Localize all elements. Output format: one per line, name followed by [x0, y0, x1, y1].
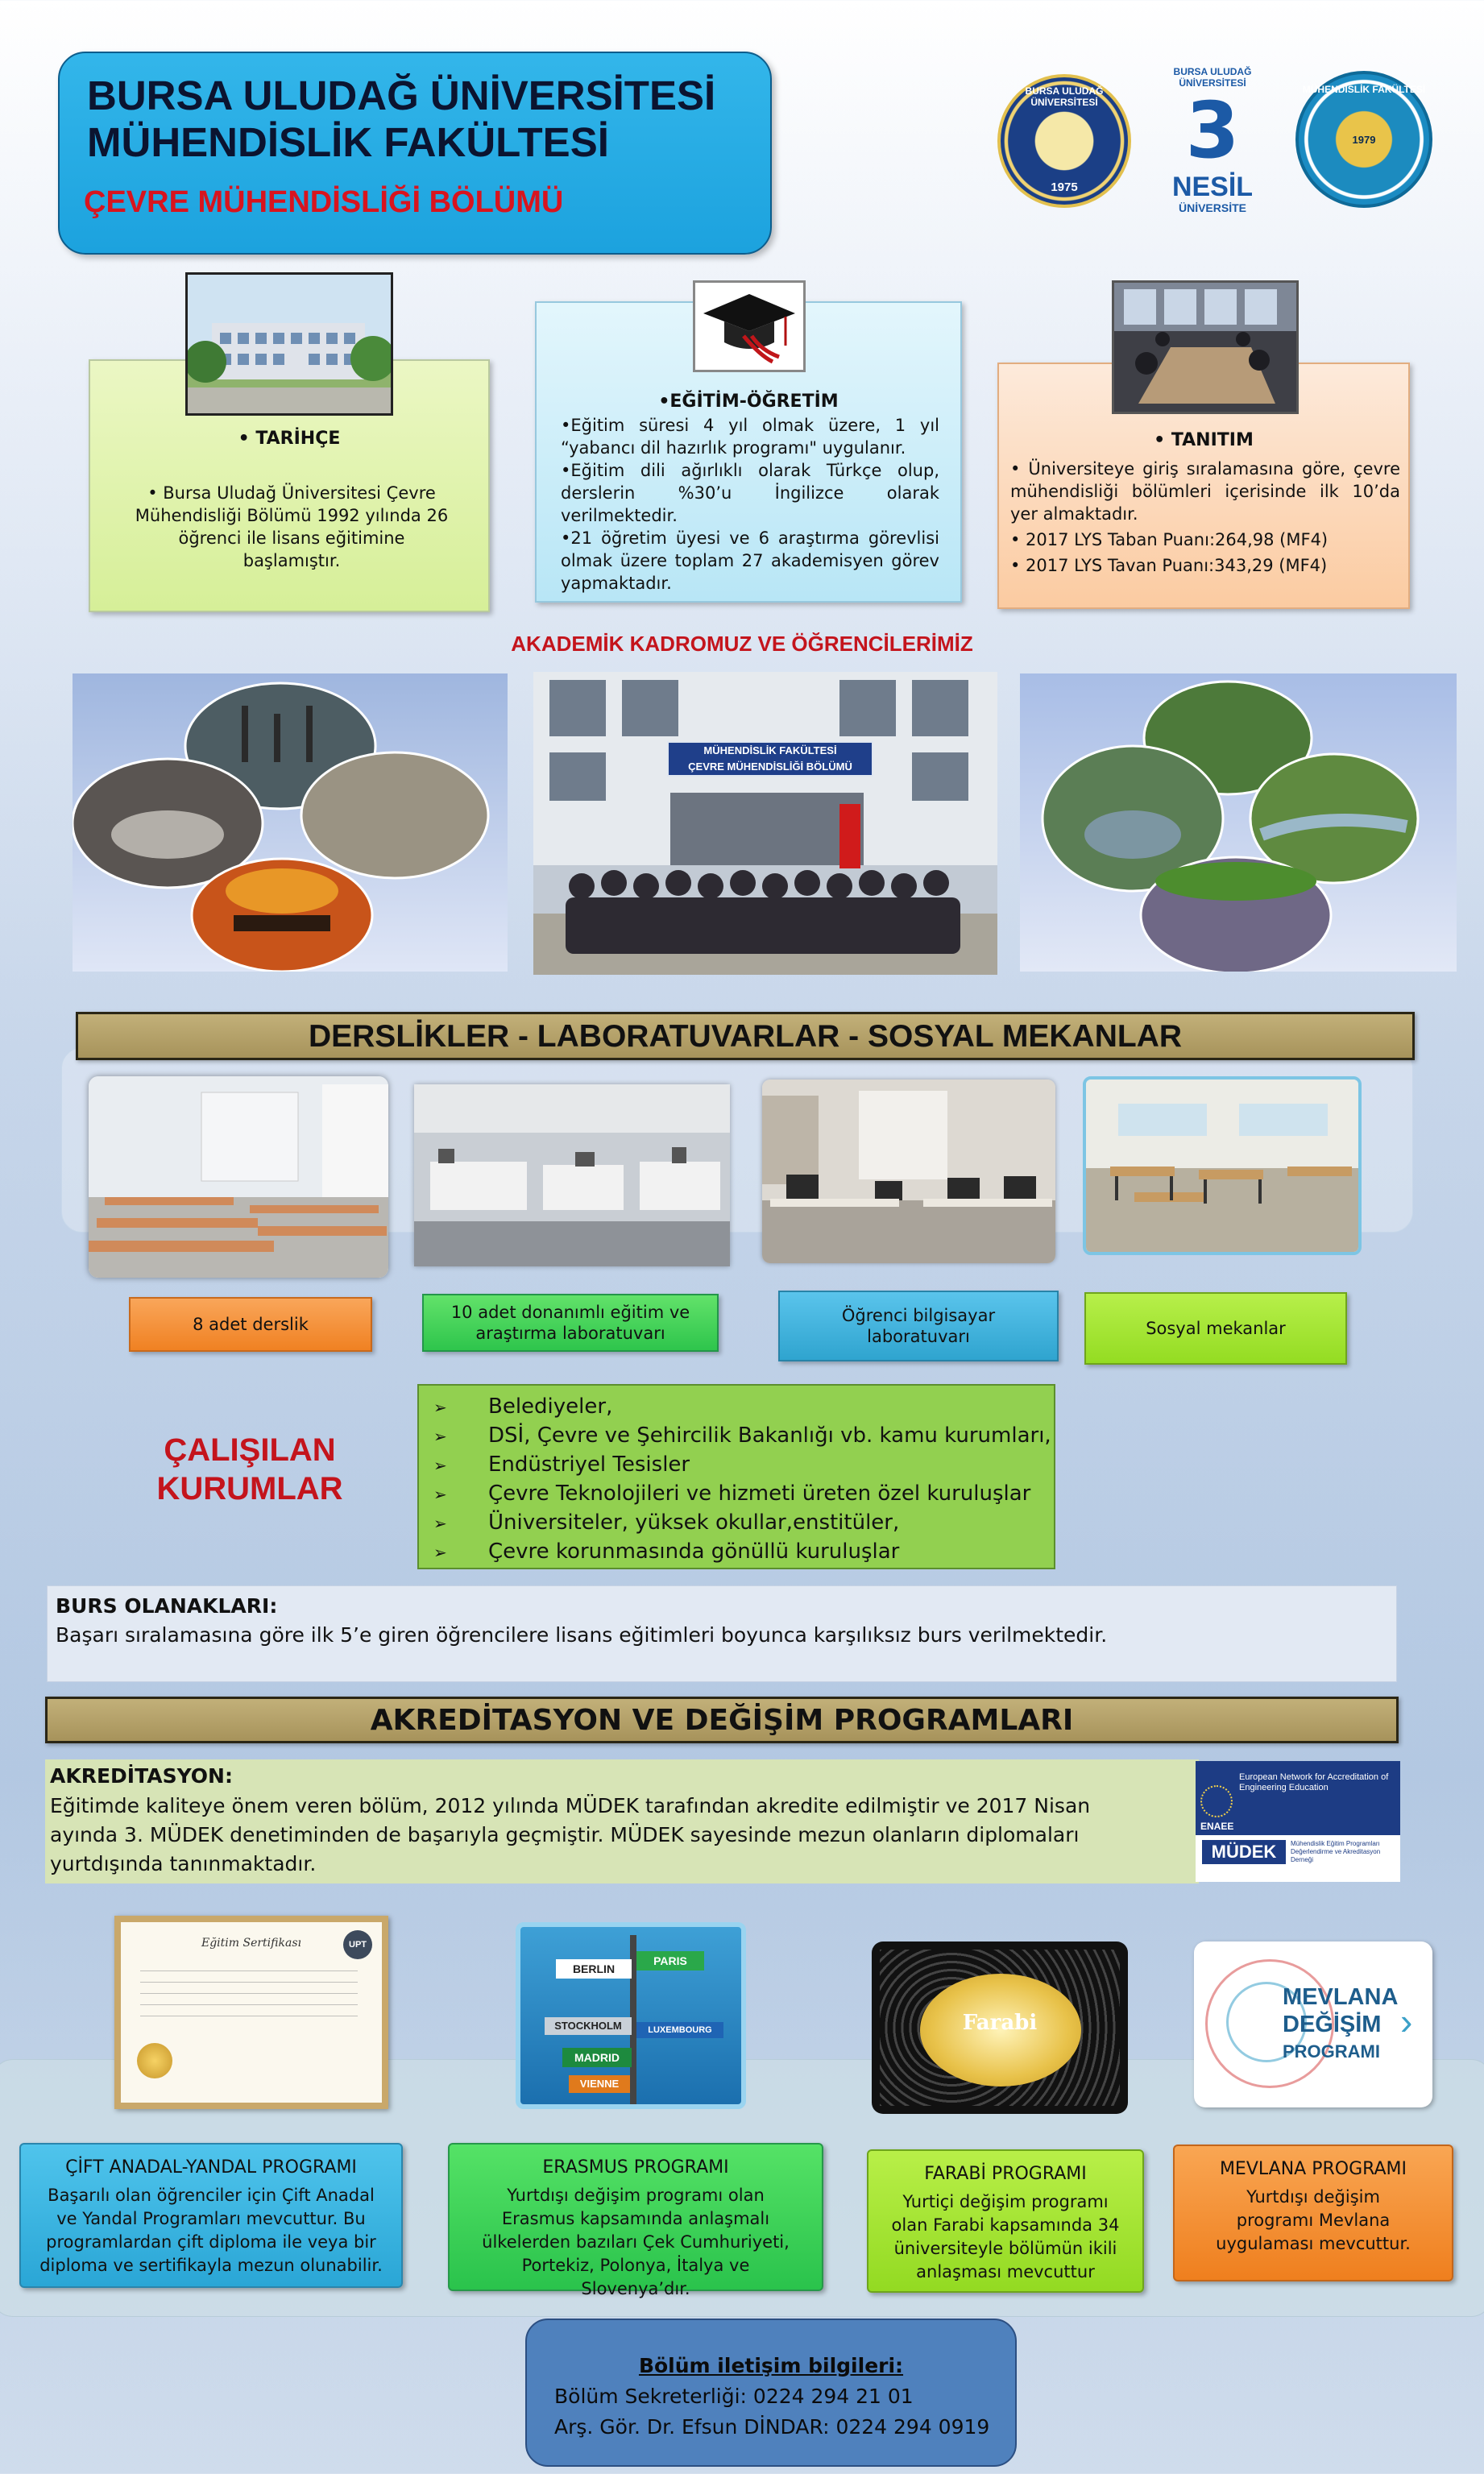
farabi-logo-image [872, 1941, 1128, 2114]
akademik-title: AKADEMİK KADROMUZ VE ÖĞRENCİLERİMİZ [511, 632, 973, 656]
kurumlar-list [417, 1384, 1055, 1569]
facility-label-labs: 10 adet donanımlı eğitim ve araştırma laboratuvarı [422, 1294, 719, 1352]
egitim-item: •Eğitim süresi 4 yıl olmak üzere, 1 yıl “yabancı dil hazırlık programı" uygulanır. [561, 416, 939, 458]
kurum-item [433, 1479, 1054, 1508]
farabi-label: Farabi [962, 2011, 1038, 2035]
arrow-bullet-icon: ➢ [433, 1543, 447, 1562]
mudek-logo [1196, 1761, 1400, 1882]
classroom-photo [89, 1076, 388, 1278]
program-title: FARABİ PROGRAMI [924, 2164, 1087, 2184]
calisilan-kurumlar-title [121, 1431, 379, 1508]
sign-vienne: VIENNE [569, 2075, 630, 2093]
akreditasyon-title: AKREDİTASYON: [50, 1764, 233, 1788]
engineering-faculty-logo [1295, 71, 1432, 208]
egitim-title: •EĞİTİM-ÖĞRETİM [658, 392, 839, 412]
facility-label-computer-lab: Öğrenci bilgisayar laboratuvarı [778, 1291, 1059, 1361]
burs-title: BURS OLANAKLARI: [56, 1594, 278, 1618]
mevlana-title [1283, 1983, 1398, 2066]
program-text: Başarılı olan öğrenciler için Çift Anadal ve Yandal Programları mevcuttur. Bu programlardan çift diploma ile veya bir diploma ve sertifikayla mezun olunabilir. [39, 2186, 383, 2275]
egitim-items [561, 414, 939, 595]
egitim-item: •Eğitim dili ağırlıklı olarak Türkçe olup, derslerin %30’u İngilizce olarak verilmektedir. [561, 461, 939, 525]
enaee-label: ENAEE [1200, 1821, 1234, 1832]
computer-lab-photo [762, 1080, 1055, 1263]
akreditasyon-box [45, 1759, 1199, 1883]
program-text: Yurtdışı değişim programı olan Erasmus kapsamında anlaşmalı ülkelerden bazıları Çek Cumhuriyeti, Portekiz, Polonya, İtalya ve Slovenya’dır. [482, 2186, 790, 2298]
kurum-item [433, 1421, 1054, 1450]
logo1-text: BURSA ULUDAĞ ÜNİVERSİTESİ [1025, 85, 1104, 108]
facilities-banner: DERSLİKLER - LABORATUVARLAR - SOSYAL MEKANLAR [76, 1012, 1415, 1060]
contact-title: Bölüm iletişim bilgileri: [638, 2354, 904, 2377]
program-title: MEVLANA PROGRAMI [1219, 2159, 1407, 2179]
tarihce-text: • Bursa Uludağ Üniversitesi Çevre Mühendisliği Bölümü 1992 yılında 26 öğrenci ile lisans eğitimine başlamıştır. [135, 483, 449, 570]
arrow-bullet-icon: ➢ [433, 1514, 447, 1533]
kurum-text: DSİ, Çevre ve Şehircilik Bakanlığı vb. kamu kurumları, [488, 1423, 1051, 1448]
kurum-item [433, 1392, 1054, 1421]
egitim-item: •21 öğretim üyesi ve 6 araştırma görevlisi olmak üzere toplam 27 akademisyen görev yapmaktadır. [561, 528, 939, 593]
pollution-collage [73, 673, 508, 972]
laboratory-photo [414, 1084, 730, 1266]
burs-text: Başarı sıralamasına göre ilk 5’e giren öğrencilere lisans eğitimleri boyunca karşılıksız burs verilmektedir. [56, 1623, 1108, 1647]
logo2-number: 3 [1185, 85, 1240, 176]
university-name: BURSA ULUDAĞ ÜNİVERSİTESİ [87, 73, 716, 118]
sign-stockholm: STOCKHOLM [545, 2017, 632, 2035]
mevlana-logo-image [1194, 1941, 1432, 2107]
program-box-mevlana [1173, 2145, 1453, 2281]
certificate-text-lines [140, 1970, 358, 2027]
tanitim-item: • 2017 LYS Taban Puanı:264,98 (MF4) [1010, 530, 1329, 549]
program-title: ÇİFT ANADAL-YANDAL PROGRAMI [65, 2157, 357, 2178]
program-text: Yurtdışı değişim programı Mevlana uygulaması mevcuttur. [1216, 2187, 1411, 2253]
faculty-sign [667, 741, 873, 777]
tarihce-title: • TARİHÇE [238, 429, 341, 449]
arrow-bullet-icon: ➢ [433, 1398, 447, 1417]
faculty-name: MÜHENDİSLİK FAKÜLTESİ [87, 119, 609, 165]
faculty-building-photo [185, 272, 393, 416]
enaee-stars-icon [1200, 1785, 1233, 1817]
contact-box [525, 2319, 1017, 2467]
logo2-uni: ÜNİVERSİTE [1178, 201, 1246, 214]
graduation-cap-image [693, 280, 806, 372]
kurumlar-title-line2: KURUMLAR [156, 1471, 343, 1506]
logo2-top-text: BURSA ULUDAĞ ÜNİVERSİTESİ [1173, 66, 1252, 89]
mudek-label: MÜDEK [1202, 1840, 1286, 1864]
mevlana-line1: MEVLANA [1283, 1984, 1399, 2010]
arrow-bullet-icon: ➢ [433, 1427, 447, 1446]
akreditasyon-text: Eğitimde kaliteye önem veren bölüm, 2012 yılında MÜDEK tarafından akredite edilmiştir ve 2017 Nisan ayında 3. MÜDEK denetiminden de başarıyla geçmiştir. MÜDEK sayesinde mezun olanların diplomaları yurtdışında tanınmaktadır. [50, 1794, 1091, 1875]
kurum-text: Endüstriyel Tesisler [488, 1452, 690, 1477]
stream-collage [1020, 673, 1457, 972]
header-box [58, 52, 772, 255]
kurum-item [433, 1450, 1054, 1479]
kurum-item [433, 1508, 1054, 1537]
sign-berlin: BERLIN [556, 1959, 632, 1979]
gold-seal-icon [137, 2043, 172, 2078]
social-area-photo [1083, 1076, 1362, 1255]
program-title: ERASMUS PROGRAMI [542, 2157, 729, 2178]
tanitim-item: • Üniversiteye giriş sıralamasına göre, çevre mühendisliği bölümleri içerisinde ilk 10’da yer almaktadır. [1010, 459, 1400, 524]
enaee-text: European Network for Accreditation of Engineering Education [1239, 1772, 1389, 1792]
kurum-item [433, 1537, 1054, 1566]
academic-staff-group-photo [533, 672, 997, 975]
kurum-text: Çevre korunmasında gönüllü kuruluşlar [488, 1540, 900, 1564]
mevlana-line3: PROGRAMI [1283, 2041, 1380, 2062]
contact-assistant: Arş. Gör. Dr. Efsun DİNDAR: 0224 294 0919 [554, 2415, 990, 2439]
program-text: Yurtiçi değişim programı olan Farabi kapsamında 34 üniversiteyle bölümün ikili anlaşması mevcuttur [891, 2192, 1120, 2281]
tanitim-items [1010, 458, 1400, 577]
kurum-text: Belediyeler, [488, 1394, 613, 1419]
certificate-title: Eğitim Sertifikası [201, 1937, 301, 1950]
sign-luxembourg: LUXEMBOURG [636, 2022, 723, 2038]
3-nesil-universite-logo [1144, 66, 1281, 216]
certificate-image [114, 1916, 388, 2109]
program-box-erasmus [448, 2143, 823, 2298]
program-box-cift-anadal [19, 2143, 403, 2288]
university-title [87, 73, 764, 166]
department-name: ÇEVRE MÜHENDİSLİĞİ BÖLÜMÜ [84, 185, 564, 219]
logo3-text: MÜHENDİSLİK FAKÜLTESİ [1302, 84, 1426, 95]
certificate-badge: UPT [343, 1930, 372, 1959]
mudek-text: Mühendislik Eğitim Programları Değerlendirme ve Akreditasyon Derneği [1291, 1840, 1381, 1863]
mevlana-line2: DEĞİŞİM [1283, 2012, 1382, 2037]
logo1-year: 1975 [1051, 180, 1078, 194]
contact-secretary: Bölüm Sekreterliği: 0224 294 21 01 [554, 2385, 914, 2408]
kurumlar-title-line1: ÇALIŞILAN [164, 1432, 336, 1468]
logo3-year: 1979 [1352, 134, 1376, 146]
tanitim-item: • 2017 LYS Tavan Puanı:343,29 (MF4) [1010, 556, 1328, 575]
sign-paris: PARIS [636, 1951, 704, 1970]
kurum-text: Çevre Teknolojileri ve hizmeti üreten özel kuruluşlar [488, 1481, 1031, 1506]
burs-box [47, 1585, 1397, 1682]
akreditasyon-banner: AKREDİTASYON VE DEĞİŞİM PROGRAMLARI [45, 1697, 1399, 1743]
sign-madrid: MADRID [562, 2048, 632, 2067]
arrow-bullet-icon: ➢ [433, 1485, 447, 1504]
arrow-bullet-icon: ➢ [433, 1456, 447, 1475]
tanitim-title: • TANITIM [1154, 430, 1254, 450]
chevron-right-icon: › [1400, 2000, 1413, 2042]
uludag-university-logo [997, 74, 1131, 208]
meeting-room-photo [1112, 280, 1299, 414]
logo2-word: NESİL [1171, 172, 1254, 202]
facility-label-social: Sosyal mekanlar [1084, 1292, 1347, 1365]
facility-label-classrooms: 8 adet derslik [129, 1297, 372, 1352]
sign-line1: MÜHENDİSLİK FAKÜLTESİ [703, 744, 837, 756]
erasmus-signpost-image [516, 1922, 746, 2109]
program-box-farabi [867, 2149, 1144, 2293]
sign-line2: ÇEVRE MÜHENDİSLİĞİ BÖLÜMÜ [688, 760, 852, 773]
kurum-text: Üniversiteler, yüksek okullar,enstitüler, [488, 1511, 900, 1535]
